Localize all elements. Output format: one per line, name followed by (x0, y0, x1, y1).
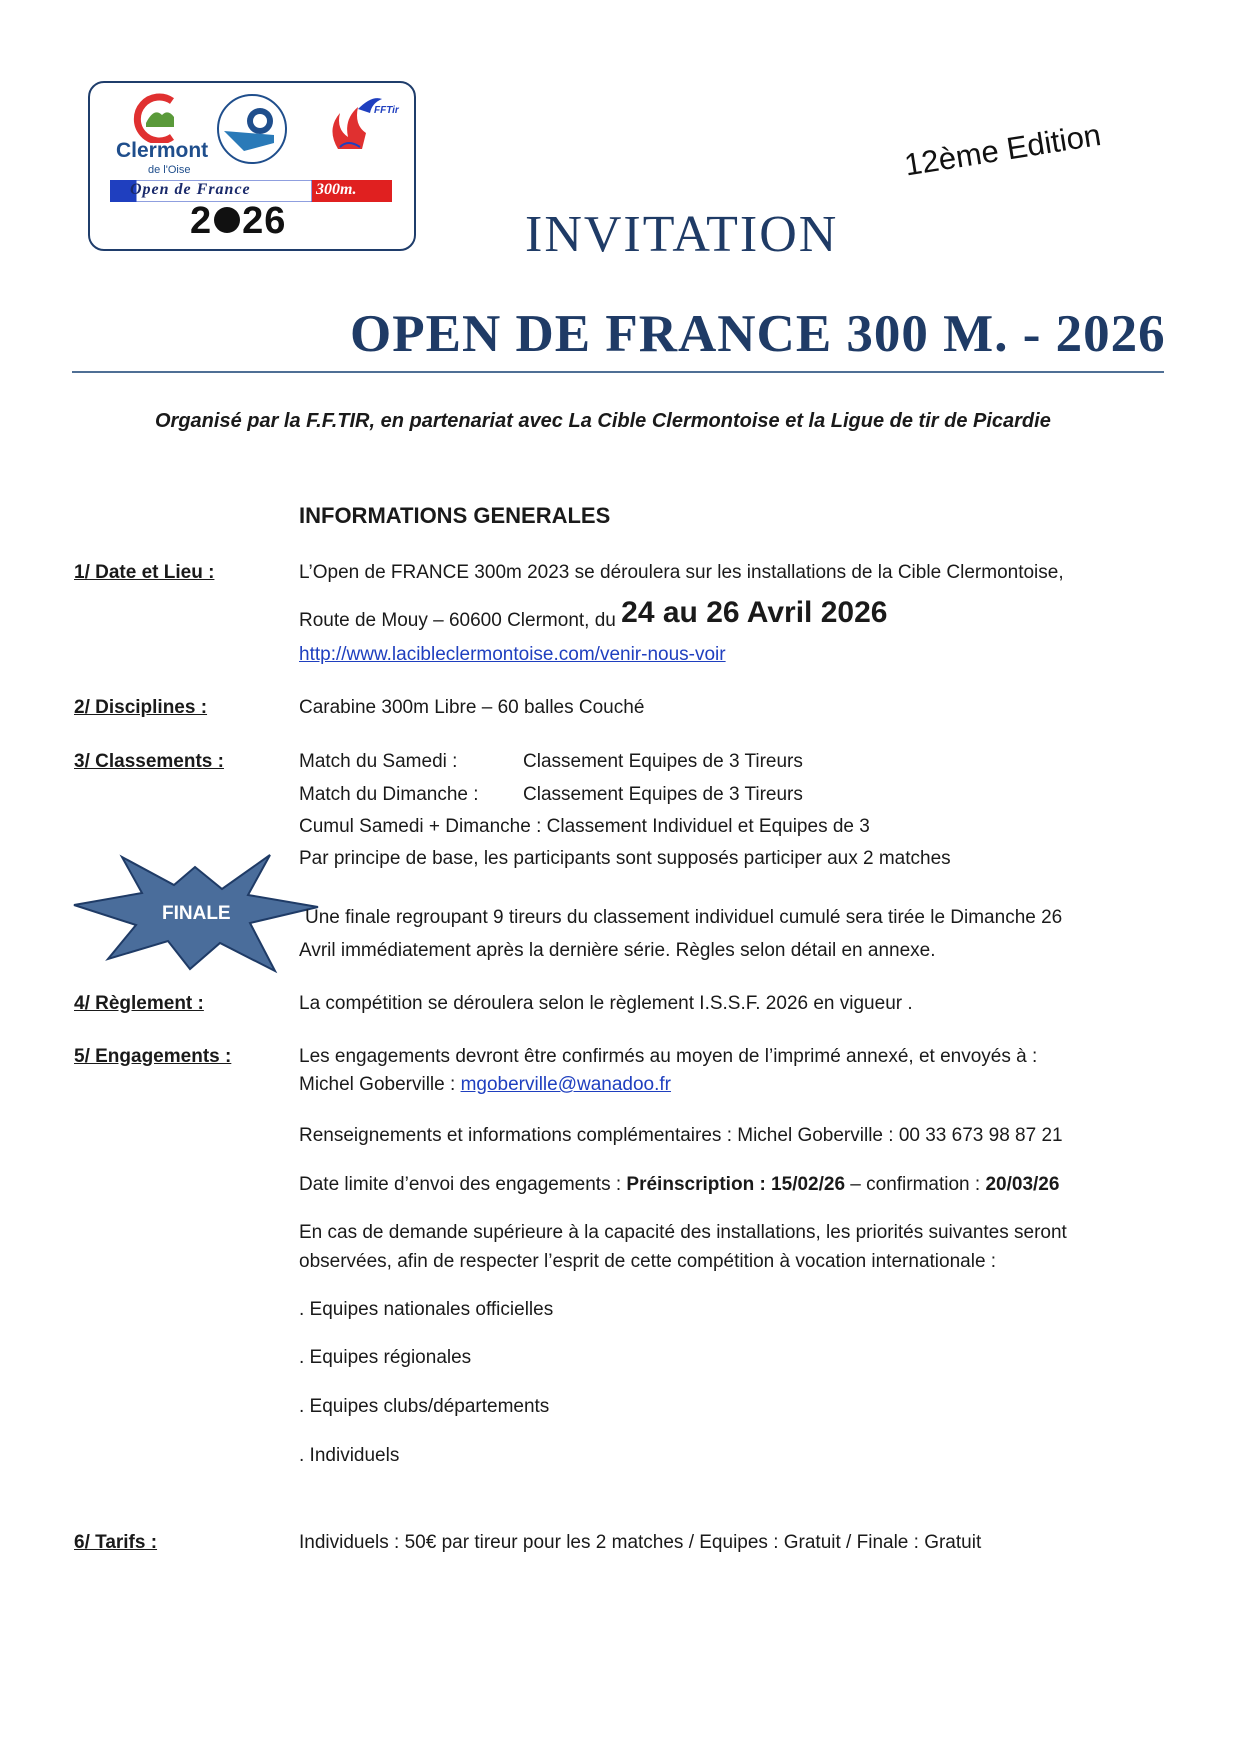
logo-year (190, 200, 286, 243)
section-heading: INFORMATIONS GENERALES (299, 503, 611, 528)
event-title: OPEN DE FRANCE 300 M. - 2026 (350, 305, 1166, 363)
confirmation-label: – confirmation : (845, 1174, 986, 1195)
confirmation-date: 20/03/26 (985, 1174, 1060, 1195)
engagements-line1: Les engagements devront être confirmés au moyen de l’imprimé annexé, et envoyés à : (299, 1046, 1038, 1067)
venue-link[interactable]: http://www.lacibleclermontoise.com/venir-nous-voir (299, 644, 726, 665)
principe-text: Par principe de base, les participants sont supposés participer aux 2 matches (299, 848, 951, 869)
banner-title: Open de France (130, 181, 251, 198)
preinscription-date: Préinscription : 15/02/26 (626, 1174, 846, 1195)
year-part-left: 2 (190, 200, 213, 242)
samedi-value: Classement Equipes de 3 Tireurs (523, 751, 803, 772)
banner-distance: 300m. (316, 181, 357, 198)
edition-label: 12ème Edition (902, 116, 1104, 183)
priority-item: . Individuels (299, 1445, 400, 1466)
priorites-line2: observées, afin de respecter l’esprit de cette compétition à vocation internationale : (299, 1251, 997, 1272)
label-engagements: 5/ Engagements : (74, 1046, 232, 1067)
label-disciplines: 2/ Disciplines : (74, 697, 208, 718)
fftir-mark: FFTir (374, 105, 399, 116)
organiser-line: Organisé par la F.F.TIR, en partenariat avec La Cible Clermontoise et la Ligue de tir de Picardie (155, 410, 1051, 432)
finale-line2: Avril immédiatement après la dernière série. Règles selon détail en annexe. (299, 940, 936, 961)
contact-line (299, 1074, 671, 1096)
shooter-icon (214, 91, 290, 167)
label-classements: 3/ Classements : (74, 751, 224, 772)
tarifs-text: Individuels : 50€ par tireur pour les 2 matches / Equipes : Gratuit / Finale : Gratuit (299, 1532, 982, 1553)
clermont-emblem-icon (128, 93, 180, 143)
event-logo (88, 81, 416, 251)
fftir-rooster-icon (318, 89, 398, 161)
title-divider (72, 371, 1164, 373)
finale-line1: Une finale regroupant 9 tireurs du classement individuel cumulé sera tirée le Dimanche 26 (305, 907, 1063, 928)
dimanche-label: Match du Dimanche : (299, 784, 479, 805)
label-tarifs: 6/ Tarifs : (74, 1532, 158, 1553)
contact-email-link[interactable]: mgoberville@wanadoo.fr (460, 1074, 672, 1095)
year-part-right: 26 (242, 200, 287, 242)
samedi-label: Match du Samedi : (299, 751, 458, 772)
page-title: INVITATION (525, 206, 839, 263)
label-date-lieu: 1/ Date et Lieu : (74, 562, 215, 583)
priority-item: . Equipes clubs/départements (299, 1396, 550, 1417)
finale-badge: FINALE (162, 903, 231, 924)
address-text: Route de Mouy – 60600 Clermont, du (299, 610, 622, 631)
disciplines-text: Carabine 300m Libre – 60 balles Couché (299, 697, 645, 718)
renseignements-text: Renseignements et informations complémentaires : Michel Goberville : 00 33 673 98 87 21 (299, 1125, 1063, 1146)
dimanche-value: Classement Equipes de 3 Tireurs (523, 784, 803, 805)
city-name: Clermont (116, 139, 209, 162)
target-dot-icon (214, 207, 240, 233)
event-dates: 24 au 26 Avril 2026 (621, 596, 888, 629)
contact-name: Michel Goberville : (299, 1074, 461, 1095)
label-reglement: 4/ Règlement : (74, 993, 204, 1014)
priority-item: . Equipes nationales officielles (299, 1299, 554, 1320)
city-subtitle: de l'Oise (148, 164, 191, 176)
reglement-text: La compétition se déroulera selon le règlement I.S.S.F. 2026 en vigueur . (299, 993, 913, 1014)
priority-item: . Equipes régionales (299, 1347, 472, 1368)
date-limite-line (299, 1174, 1059, 1196)
priorites-line1: En cas de demande supérieure à la capacité des installations, les priorités suivantes seront (299, 1222, 1067, 1243)
date-limite-label: Date limite d’envoi des engagements : (299, 1174, 627, 1195)
date-lieu-line1: L’Open de FRANCE 300m 2023 se déroulera sur les installations de la Cible Clermontoise, (299, 562, 1064, 583)
date-lieu-line2 (299, 596, 887, 630)
cumul-text: Cumul Samedi + Dimanche : Classement Individuel et Equipes de 3 (299, 816, 870, 837)
